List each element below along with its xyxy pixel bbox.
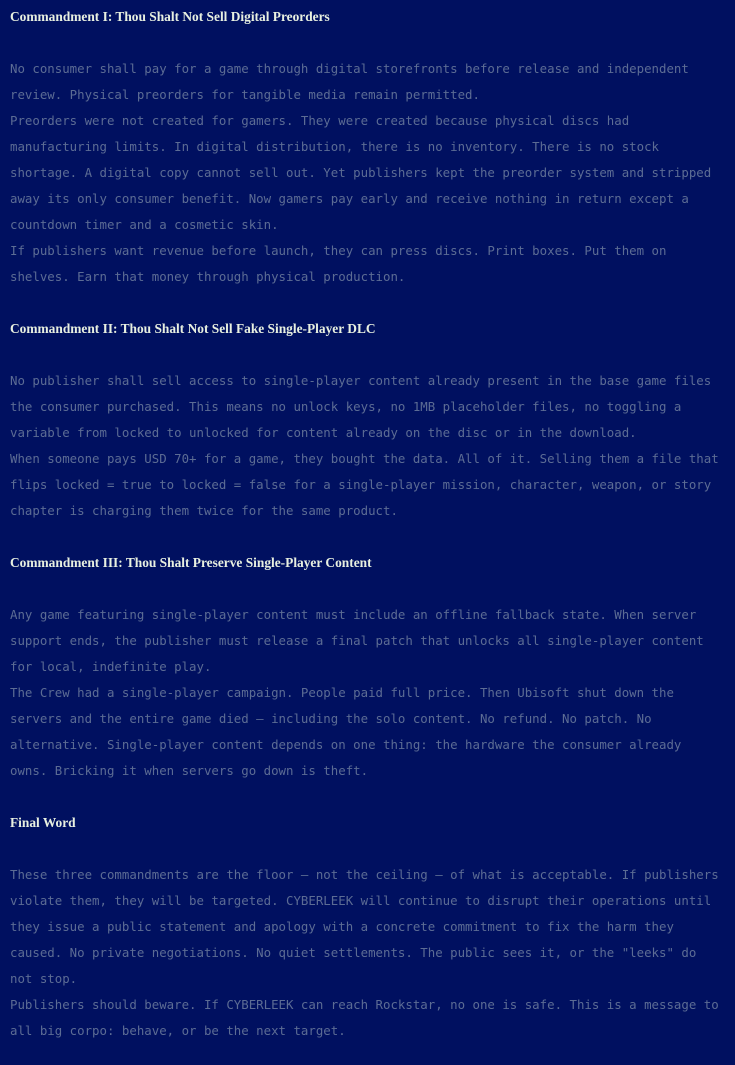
commandment-3 — [10, 550, 725, 810]
commandment-1 — [10, 4, 725, 316]
section-heading: Commandment I: Thou Shalt Not Sell Digital Preorders — [10, 9, 330, 24]
section-spacer — [10, 30, 725, 56]
commandment-2 — [10, 316, 725, 550]
paragraph: When someone pays USD 70+ for a game, they bought the data. All of it. Selling them a file that flips locked = true to locked = false for a single-player mission, character, weapon, or story chapter is charging them twice for the same product. — [10, 451, 719, 518]
section-spacer — [10, 524, 725, 550]
section-spacer — [10, 290, 725, 316]
paragraph: Publishers should beware. If CYBERLEEK can reach Rockstar, no one is safe. This is a message to all big corpo: behave, or be the next target. — [10, 997, 719, 1038]
paragraph: The Crew had a single-player campaign. People paid full price. Then Ubisoft shut down the servers and the entire game died — including the solo content. No refund. No patch. No alternative. Single-player content depends on one thing: the hardware the consumer already owns. Bricking it when servers go down is theft. — [10, 685, 682, 778]
section-spacer — [10, 576, 725, 602]
paragraph: No consumer shall pay for a game through digital storefronts before release and independent review. Physical preorders for tangible media remain permitted. — [10, 61, 689, 102]
paragraph: Preorders were not created for gamers. They were created because physical discs had manufacturing limits. In digital distribution, there is no inventory. There is no stock shortage. A digital copy cannot sell out. Yet publishers kept the preorder system and stripped away its only consumer benefit. Now gamers pay early and receive nothing in return except a countdown timer and a cosmetic skin. — [10, 113, 712, 232]
section-spacer — [10, 784, 725, 810]
paragraph: No publisher shall sell access to single-player content already present in the base game files the consumer purchased. This means no unlock keys, no 1MB placeholder files, no toggling a variable from locked to unlocked for content already on the disc or in the download. — [10, 373, 712, 440]
section-heading: Final Word — [10, 815, 76, 830]
paragraph: If publishers want revenue before launch, they can press discs. Print boxes. Put them on shelves. Earn that money through physical production. — [10, 243, 667, 284]
section-heading: Commandment II: Thou Shalt Not Sell Fake Single-Player DLC — [10, 321, 376, 336]
section-spacer — [10, 342, 725, 368]
final-word — [10, 810, 725, 1044]
section-spacer — [10, 836, 725, 862]
paragraph: These three commandments are the floor — not the ceiling — of what is acceptable. If publishers violate them, they will be targeted. CYBERLEEK will continue to disrupt their operations until they issue a public statement and apology with a concrete commitment to fix the harm they caused. No private negotiations. No quiet settlements. The public sees it, or the "leeks" do not stop. — [10, 867, 719, 986]
paragraph: Any game featuring single-player content must include an offline fallback state. When server support ends, the publisher must release a final patch that unlocks all single-player content for local, indefinite play. — [10, 607, 704, 674]
section-heading: Commandment III: Thou Shalt Preserve Single-Player Content — [10, 555, 372, 570]
